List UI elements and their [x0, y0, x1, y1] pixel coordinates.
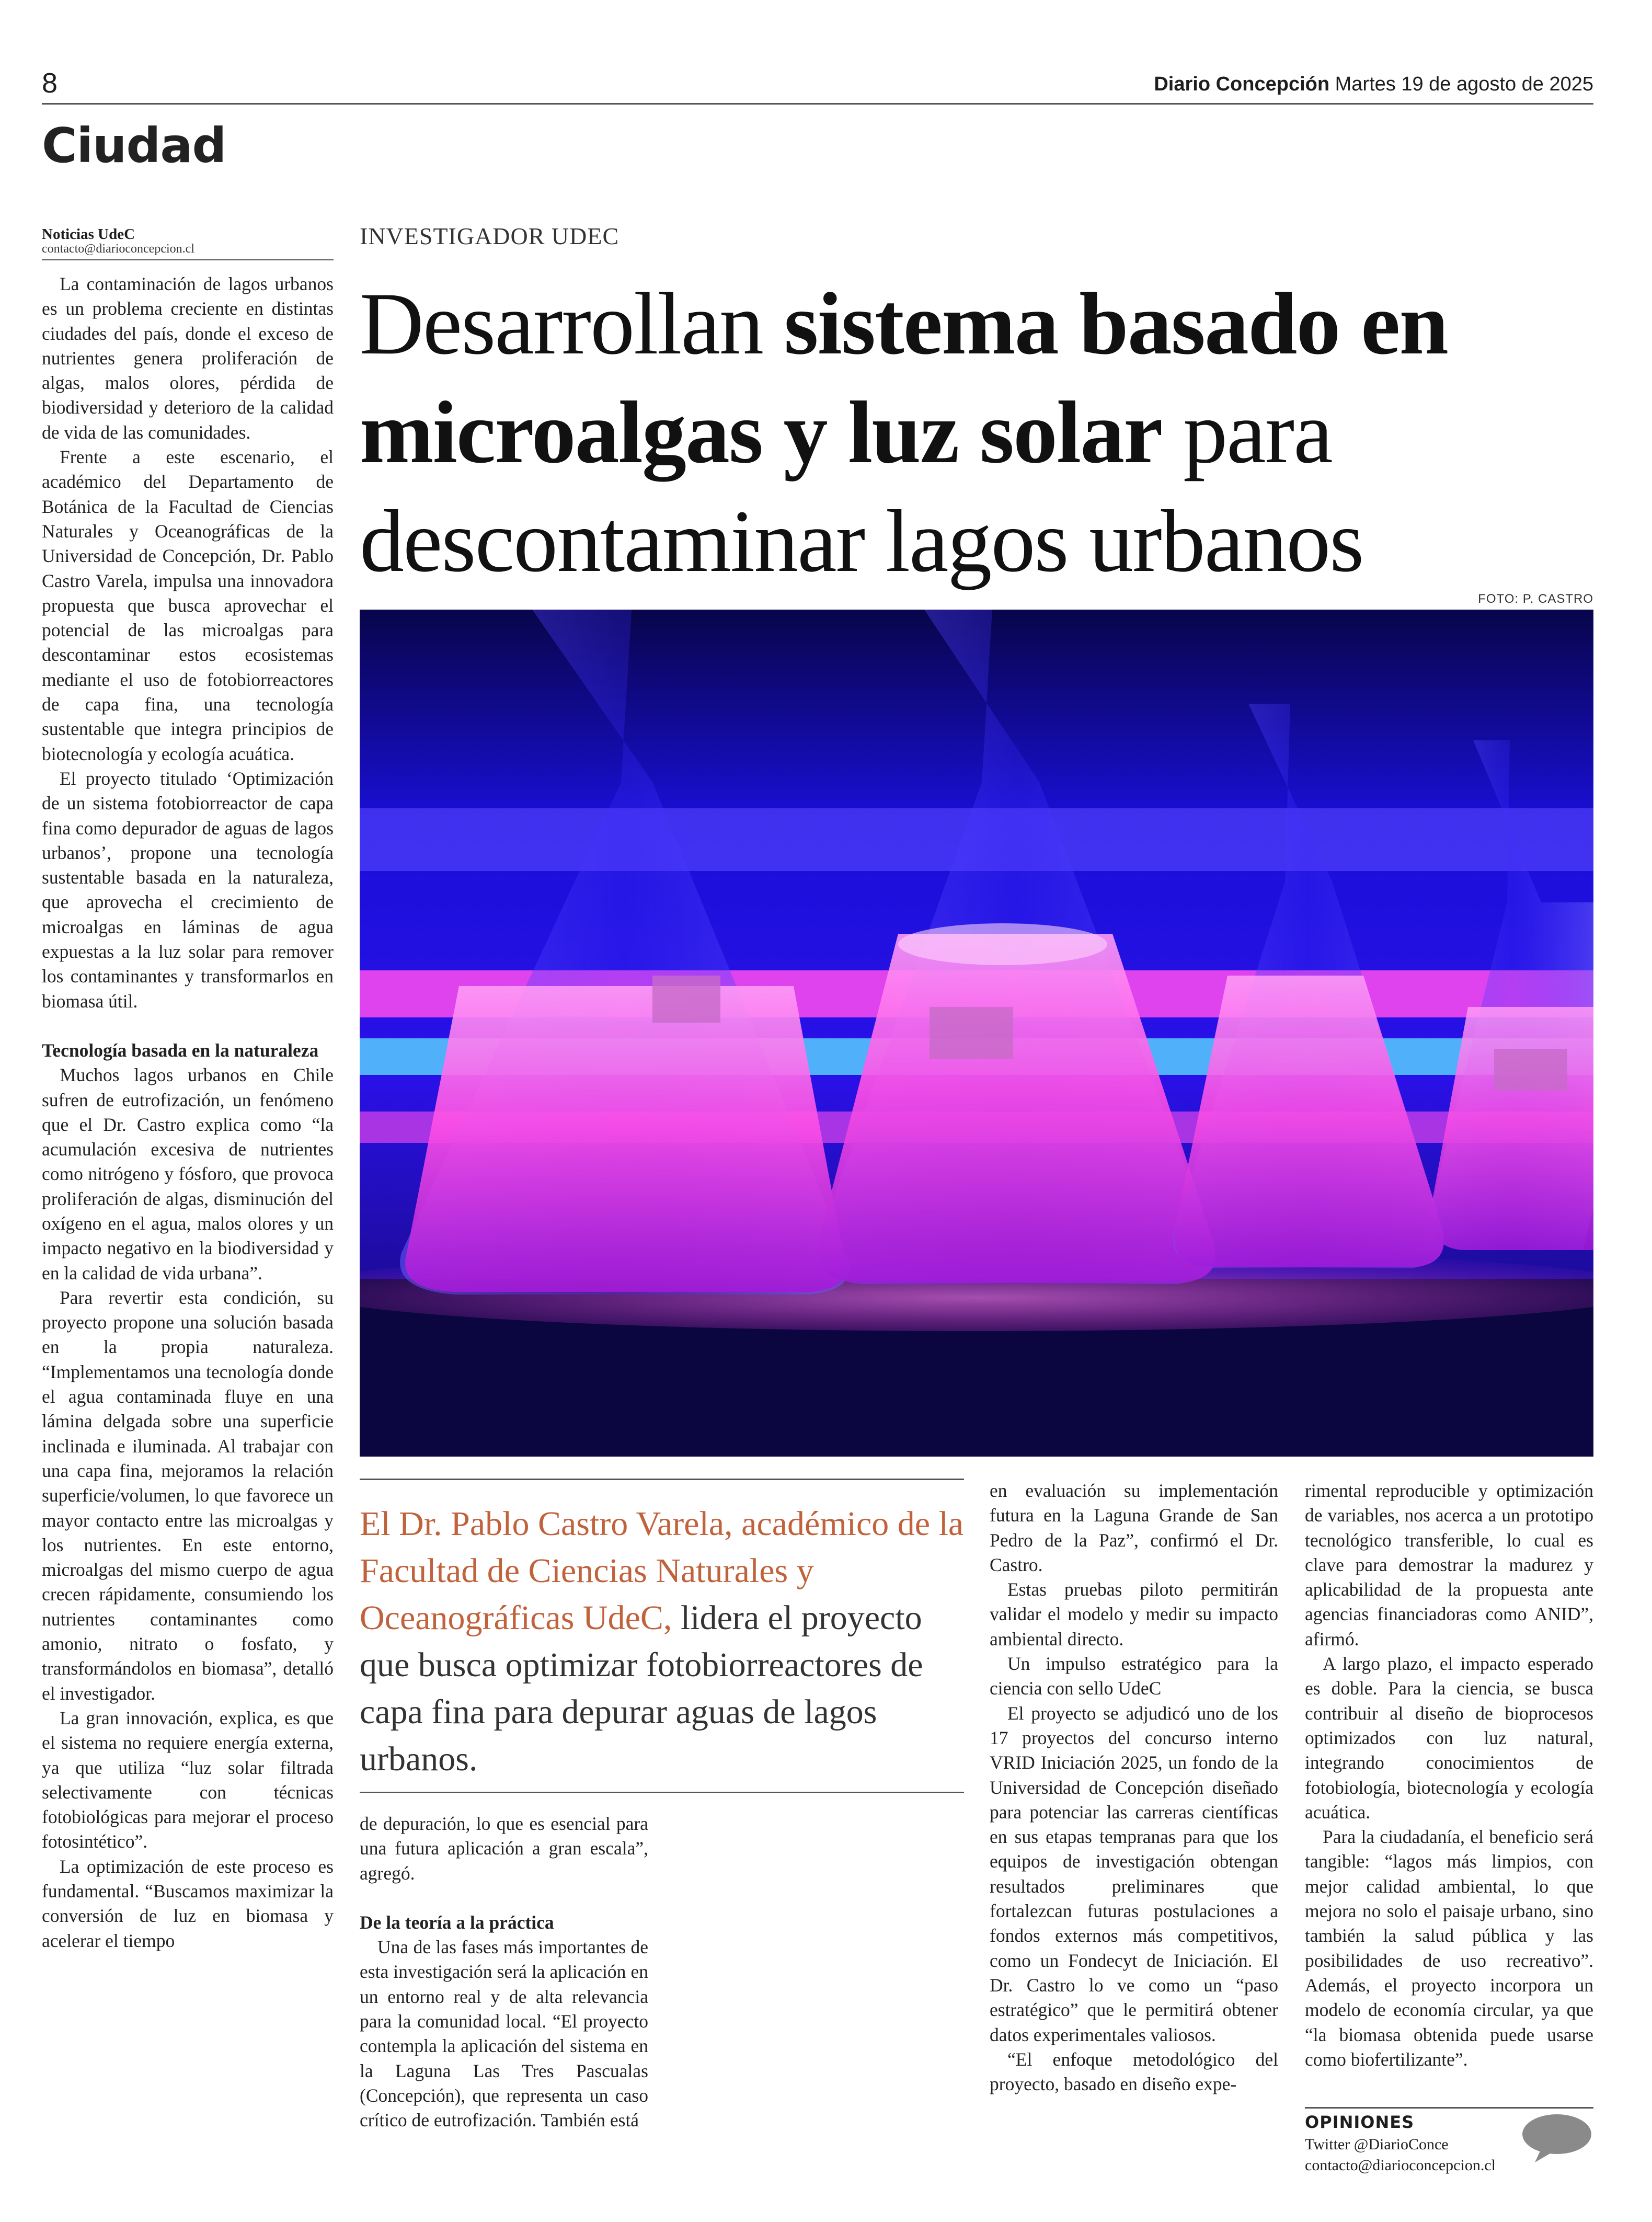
- article-column-3: [990, 1479, 1278, 2097]
- paragraph: El proyecto se adjudicó uno de los 17 proyectos del concurso interno VRID Iniciación 2025, un fondo de la Universidad de Concepción diseñado para potenciar las carreras científicas en sus etapas tempranas para que los equipos de investigación obtengan resultados preliminares que fortalezcan futuras postulaciones a fondos externos más competitivos, como un Fondecyt de Iniciación. El Dr. Castro lo ve como un “paso estratégico” que le permitirá obtener datos experimentales valiosos.: [990, 1702, 1278, 2045]
- byline-email: contacto@diarioconcepcion.cl: [42, 242, 194, 256]
- page-number: 8: [42, 67, 58, 99]
- issue-date: Martes 19 de agosto de 2025: [1335, 73, 1593, 95]
- quote-rule-bottom: [360, 1792, 964, 1793]
- paragraph: Frente a este escenario, el académico del Departamento de Botánica de la Facultad de Ciencias Naturales y Oceanográficas de la Universidad de Concepción, Dr. Pablo Castro Varela, impulsa una innovadora propuesta que busca aprovechar el potencial de las microalgas para descontaminar estos ecosistemas mediante el uso de fotobiorreactores de capa fina, una tecnología sustentable que integra principios de biotecnología y ecología acuática.: [42, 446, 334, 764]
- paragraph: El proyecto titulado ‘Optimización de un sistema fotobiorreactor de capa fina como depurador de aguas de lagos urbanos’, propone una tecnología sustentable basada en la naturaleza, que aprovecha el crecimiento de microalgas en láminas de agua expuestas a la luz solar para remover los contaminantes y transformarlos en biomasa útil.: [42, 768, 334, 1012]
- paragraph: Estas pruebas piloto permitirán validar el modelo y medir su impacto ambiental directo.: [990, 1579, 1278, 1650]
- paragraph: de depuración, lo que es esencial para una futura aplicación a gran escala”, agregó.: [360, 1813, 648, 1884]
- headline-part3: para descontaminar lagos urbanos: [360, 383, 1363, 590]
- paragraph: Muchos lagos urbanos en Chile sufren de eutrofización, un fenómeno que el Dr. Castro explica como “la acumulación excesiva de nutrientes como nitrógeno y fósforo, que provoca proliferación de algas, disminución del oxígeno en el agua, malos olores y un impacto negativo en la biodiversidad y en la calidad de vida urbana”.: [42, 1064, 334, 1284]
- article-column-4: [1305, 1479, 1593, 2072]
- paragraph: Una de las fases más importantes de esta investigación será la aplicación en un entorno real y de alta relevancia para la comunidad local. “El proyecto contempla la aplicación del sistema en la Laguna Las Tres Pascualas (Concepción), que representa un caso crítico de eutrofización. También está: [360, 1937, 648, 2131]
- subheading: Tecnología basada en la naturaleza: [42, 1039, 319, 1061]
- article-kicker: INVESTIGADOR UDEC: [360, 223, 620, 249]
- opinions-rule: [1305, 2107, 1593, 2109]
- paragraph: en evaluación su implementación futura en la Laguna Grande de San Pedro de la Paz”, confirmó el Dr. Castro.: [990, 1480, 1278, 1575]
- article-column-1: [42, 272, 334, 1953]
- photo-credit: FOTO: P. CASTRO: [1478, 592, 1593, 606]
- section-title: Ciudad: [42, 118, 226, 174]
- paragraph: La contaminación de lagos urbanos es un problema creciente en distintas ciudades del país, donde el exceso de nutrientes genera proliferación de algas, malos olores, pérdida de biodiversidad y deterioro de la calidad de vida de las comunidades.: [42, 273, 334, 443]
- header-rule: [42, 103, 1593, 105]
- article-headline: [360, 269, 1625, 595]
- masthead: [1154, 73, 1593, 96]
- article-photo: [360, 610, 1593, 1457]
- opinions-twitter[interactable]: Twitter @DiarioConce: [1305, 2136, 1449, 2153]
- opinions-title: OPINIONES: [1305, 2112, 1415, 2132]
- paragraph: Para revertir esta condición, su proyecto propone una solución basada en la propia naturaleza. “Implementamos una tecnología donde el agua contaminada fluye en una lámina delgada sobre una superficie inclinada e iluminada. Al trabajar con una capa fina, mejoramos la relación superficie/volumen, lo que favorece un mayor contacto entre las microalgas y los nutrientes. En este entorno, microalgas del mismo cuerpo de agua crecen rápidamente, consumiendo los nutrientes contaminantes como amonio, nitrato o fosfato, y transformándolos en biomasa”, detalló el investigador.: [42, 1287, 334, 1704]
- subheading: De la teoría a la práctica: [360, 1911, 554, 1933]
- paragraph: La gran innovación, explica, es que el sistema no requiere energía externa, ya que utiliza “luz solar filtrada selectivamente con técnicas fotobiológicas para mejorar el proceso fotosintético”.: [42, 1707, 334, 1852]
- paragraph: Para la ciudadanía, el beneficio será tangible: “lagos más limpios, con mejor calidad ambiental, lo que mejora no solo el paisaje urbano, sino también la salud pública y las posibilidades de uso recreativo”. Además, el proyecto incorpora un modelo de economía circular, ya que “la biomasa obtenida puede usarse como biofertilizante”.: [1305, 1826, 1593, 2070]
- microalgae-flasks-image: [360, 610, 1593, 1457]
- byline-author: Noticias UdeC: [42, 226, 135, 243]
- headline-part1: Desarrollan: [360, 274, 784, 373]
- paragraph: La optimización de este proceso es fundamental. “Buscamos maximizar la conversión de luz en biomasa y acelerar el tiempo: [42, 1856, 334, 1951]
- pull-quote-accent: El Dr. Pablo Castro Varela, académico de la Facultad de Ciencias Naturales y Oceanográficas UdeC,: [360, 1505, 964, 1637]
- headline-part2: sistema basado en microalgas y luz solar: [360, 274, 1448, 482]
- opinions-email[interactable]: contacto@diarioconcepcion.cl: [1305, 2157, 1496, 2174]
- pull-quote: [360, 1501, 964, 1783]
- paragraph: “El enfoque metodológico del proyecto, basado en diseño expe-: [990, 2048, 1278, 2095]
- publication-name: Diario Concepción: [1154, 73, 1330, 95]
- paragraph: A largo plazo, el impacto esperado es doble. Para la ciencia, se busca contribuir al diseño de bioprocesos optimizados con luz natural, integrando conocimientos de fotobiología, biotecnología y ecología acuática.: [1305, 1653, 1593, 1823]
- pull-quote-text: lidera el proyecto que busca optimizar fotobiorreactores de capa fina para depurar aguas de lagos urbanos.: [360, 1599, 923, 1778]
- quote-rule-top: [360, 1479, 964, 1480]
- article-column-2: [360, 1812, 648, 2133]
- paragraph: Un impulso estratégico para la ciencia con sello UdeC: [990, 1653, 1278, 1699]
- byline-rule: [42, 259, 334, 260]
- paragraph: rimental reproducible y optimización de variables, nos acerca a un prototipo tecnológico transferible, lo cual es clave para demostrar la madurez y aplicabilidad de la propuesta ante agencias financiadoras como ANID”, afirmó.: [1305, 1480, 1593, 1650]
- speech-bubble-icon: [1520, 2112, 1593, 2164]
